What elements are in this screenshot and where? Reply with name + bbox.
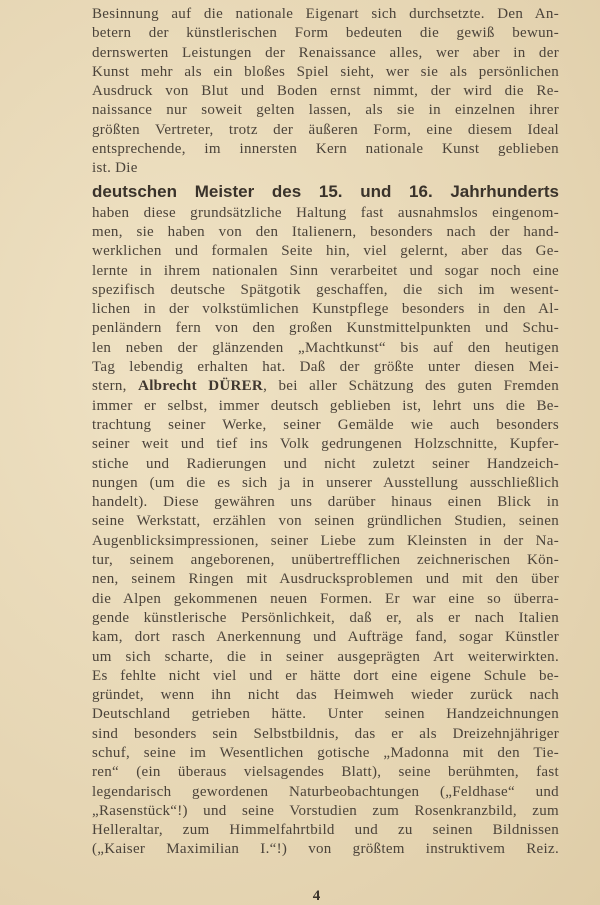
text-line: stiche und Radierungen und nicht zuletzt seiner Handzeich- [92, 455, 559, 472]
text-line: entsprechende, im innersten Kern nationale Kunst geblieben [92, 141, 559, 158]
text-line: Deutschland getrieben hätte. Unter seinen Handzeichnungen [92, 706, 559, 723]
text-line: die Alpen gekommenen neuen Formen. Er war eine so überra- [92, 590, 559, 607]
main-paragraph [92, 204, 559, 860]
text-line: dernswerten Leistungen der Renaissance alles, wer aber in der [92, 44, 559, 61]
text-line: kam, dort rasch Anerkennung und Aufträge fand, sogar Künstler [92, 629, 559, 646]
text-segment: stern, [92, 378, 139, 395]
text-line: spezifisch deutsche Spätgotik geschaffen, die sich im wesent- [92, 281, 559, 298]
text-segment: , bei aller Schätzung des guten Fremden [263, 378, 559, 395]
text-line: legendarisch gewordenen Naturbeobachtungen („Feldhase“ und [92, 783, 559, 800]
text-line: nen, seinem Ringen mit Ausdrucksproblemen und mit den über [92, 571, 559, 588]
text-line: lichen in der volkstümlichen Kunstpflege besonders in den Al- [92, 301, 559, 318]
text-line: („Kaiser Maximilian I.“!) von größtem instruktivem Reiz. [92, 841, 559, 858]
text-line: handelt). Diese gewähren uns darüber hinaus einen Blick in [92, 494, 559, 511]
text-line: ist. Die [92, 160, 138, 177]
page-column [92, 0, 559, 905]
page-number: 4 [312, 887, 321, 904]
text-line: seiner weit und tief ins Volk gedrungenen Holzschnitte, Kupfer- [92, 436, 559, 453]
text-line: Es fehlte nicht viel und er hätte dort eine eigene Schule be- [92, 667, 559, 684]
text-line: tur, seinem angeborenen, unübertrefflichen zeichnerischen Kön- [92, 552, 559, 569]
text-line: Besinnung auf die nationale Eigenart sich durchsetzte. Den An- [92, 6, 559, 22]
text-line: nungen (um die es sich ja in unserer Ausstellung ausschließlich [92, 474, 559, 491]
text-line: haben diese grundsätzliche Haltung fast ausnahmslos eingenom- [92, 204, 559, 221]
text-line: immer er selbst, immer deutsch geblieben ist, lehrt uns die Be- [92, 397, 559, 414]
text-line: werklichen und formalen Seite hin, viel gelernt, aber das Ge- [92, 243, 559, 260]
text-line: betern der künstlerischen Form bedeuten die gewiß bewun- [92, 25, 559, 42]
text-line [92, 377, 559, 396]
text-line: Helleraltar, zum Himmelfahrtbild und zu seinen Bildnissen [92, 822, 559, 839]
text-line: len neben der glänzenden „Machtkunst“ bis auf den heutigen [92, 339, 559, 356]
intro-paragraph [92, 5, 559, 179]
text-line: lernte in ihrem nationalen Sinn verarbeitet und sogar noch eine [92, 262, 559, 279]
text-line: men, sie haben von den Italienern, besonders nach der hand- [92, 223, 559, 240]
text-line: gende künstlerische Persönlichkeit, daß er, als er nach Italien [92, 609, 559, 626]
text-line: schuf, seine im Wesentlichen gotische „Madonna mit den Tie- [92, 744, 559, 761]
text-line: penländern fern von den großen Kunstmittelpunkten und Schu- [92, 320, 559, 337]
text-line: gründet, wenn ihn nicht das Heimweh wieder zurück nach [92, 687, 559, 704]
text-line: Ausdruck von Blut und Boden ernst nimmt, der wird die Re- [92, 83, 559, 100]
text-line: seine Werkstatt, erzählen von seinen gründlichen Studien, seinen [92, 513, 559, 530]
text-line: um sich scharte, die in seiner ausgeprägten Art weiterwirkten. [92, 648, 559, 665]
text-line: naissance nur soweit gelten lassen, als sie in einzelnen ihrer [92, 102, 559, 119]
text-line: ren“ (ein überaus vielsagendes Blatt), seine berühmten, fast [92, 764, 559, 781]
bold-name: Albrecht DÜRER [138, 378, 264, 395]
text-line: „Rasenstück“!) und seine Vorstudien zum Rosenkranzbild, zum [92, 802, 559, 819]
text-line: Tag lebendig erhalten hat. Daß der größte unter diesen Mei- [92, 359, 559, 376]
text-line: sind besonders sein Selbstbildnis, das er als Dreizehnjähriger [92, 725, 559, 742]
section-heading: deutschen Meister des 15. und 16. Jahrhunderts [92, 181, 559, 201]
text-line: trachtung seiner Werke, seiner Gemälde wie auch besonders [92, 416, 559, 433]
text-line: größten Vertreter, trotz der äußeren Form, eine diesem Ideal [92, 121, 559, 138]
text-line: Kunst mehr als ein bloßes Spiel sieht, wer sie als persönlichen [92, 63, 559, 80]
text-line: Augenblicksimpressionen, seiner Liebe zum Kleinsten in der Na- [92, 532, 559, 549]
